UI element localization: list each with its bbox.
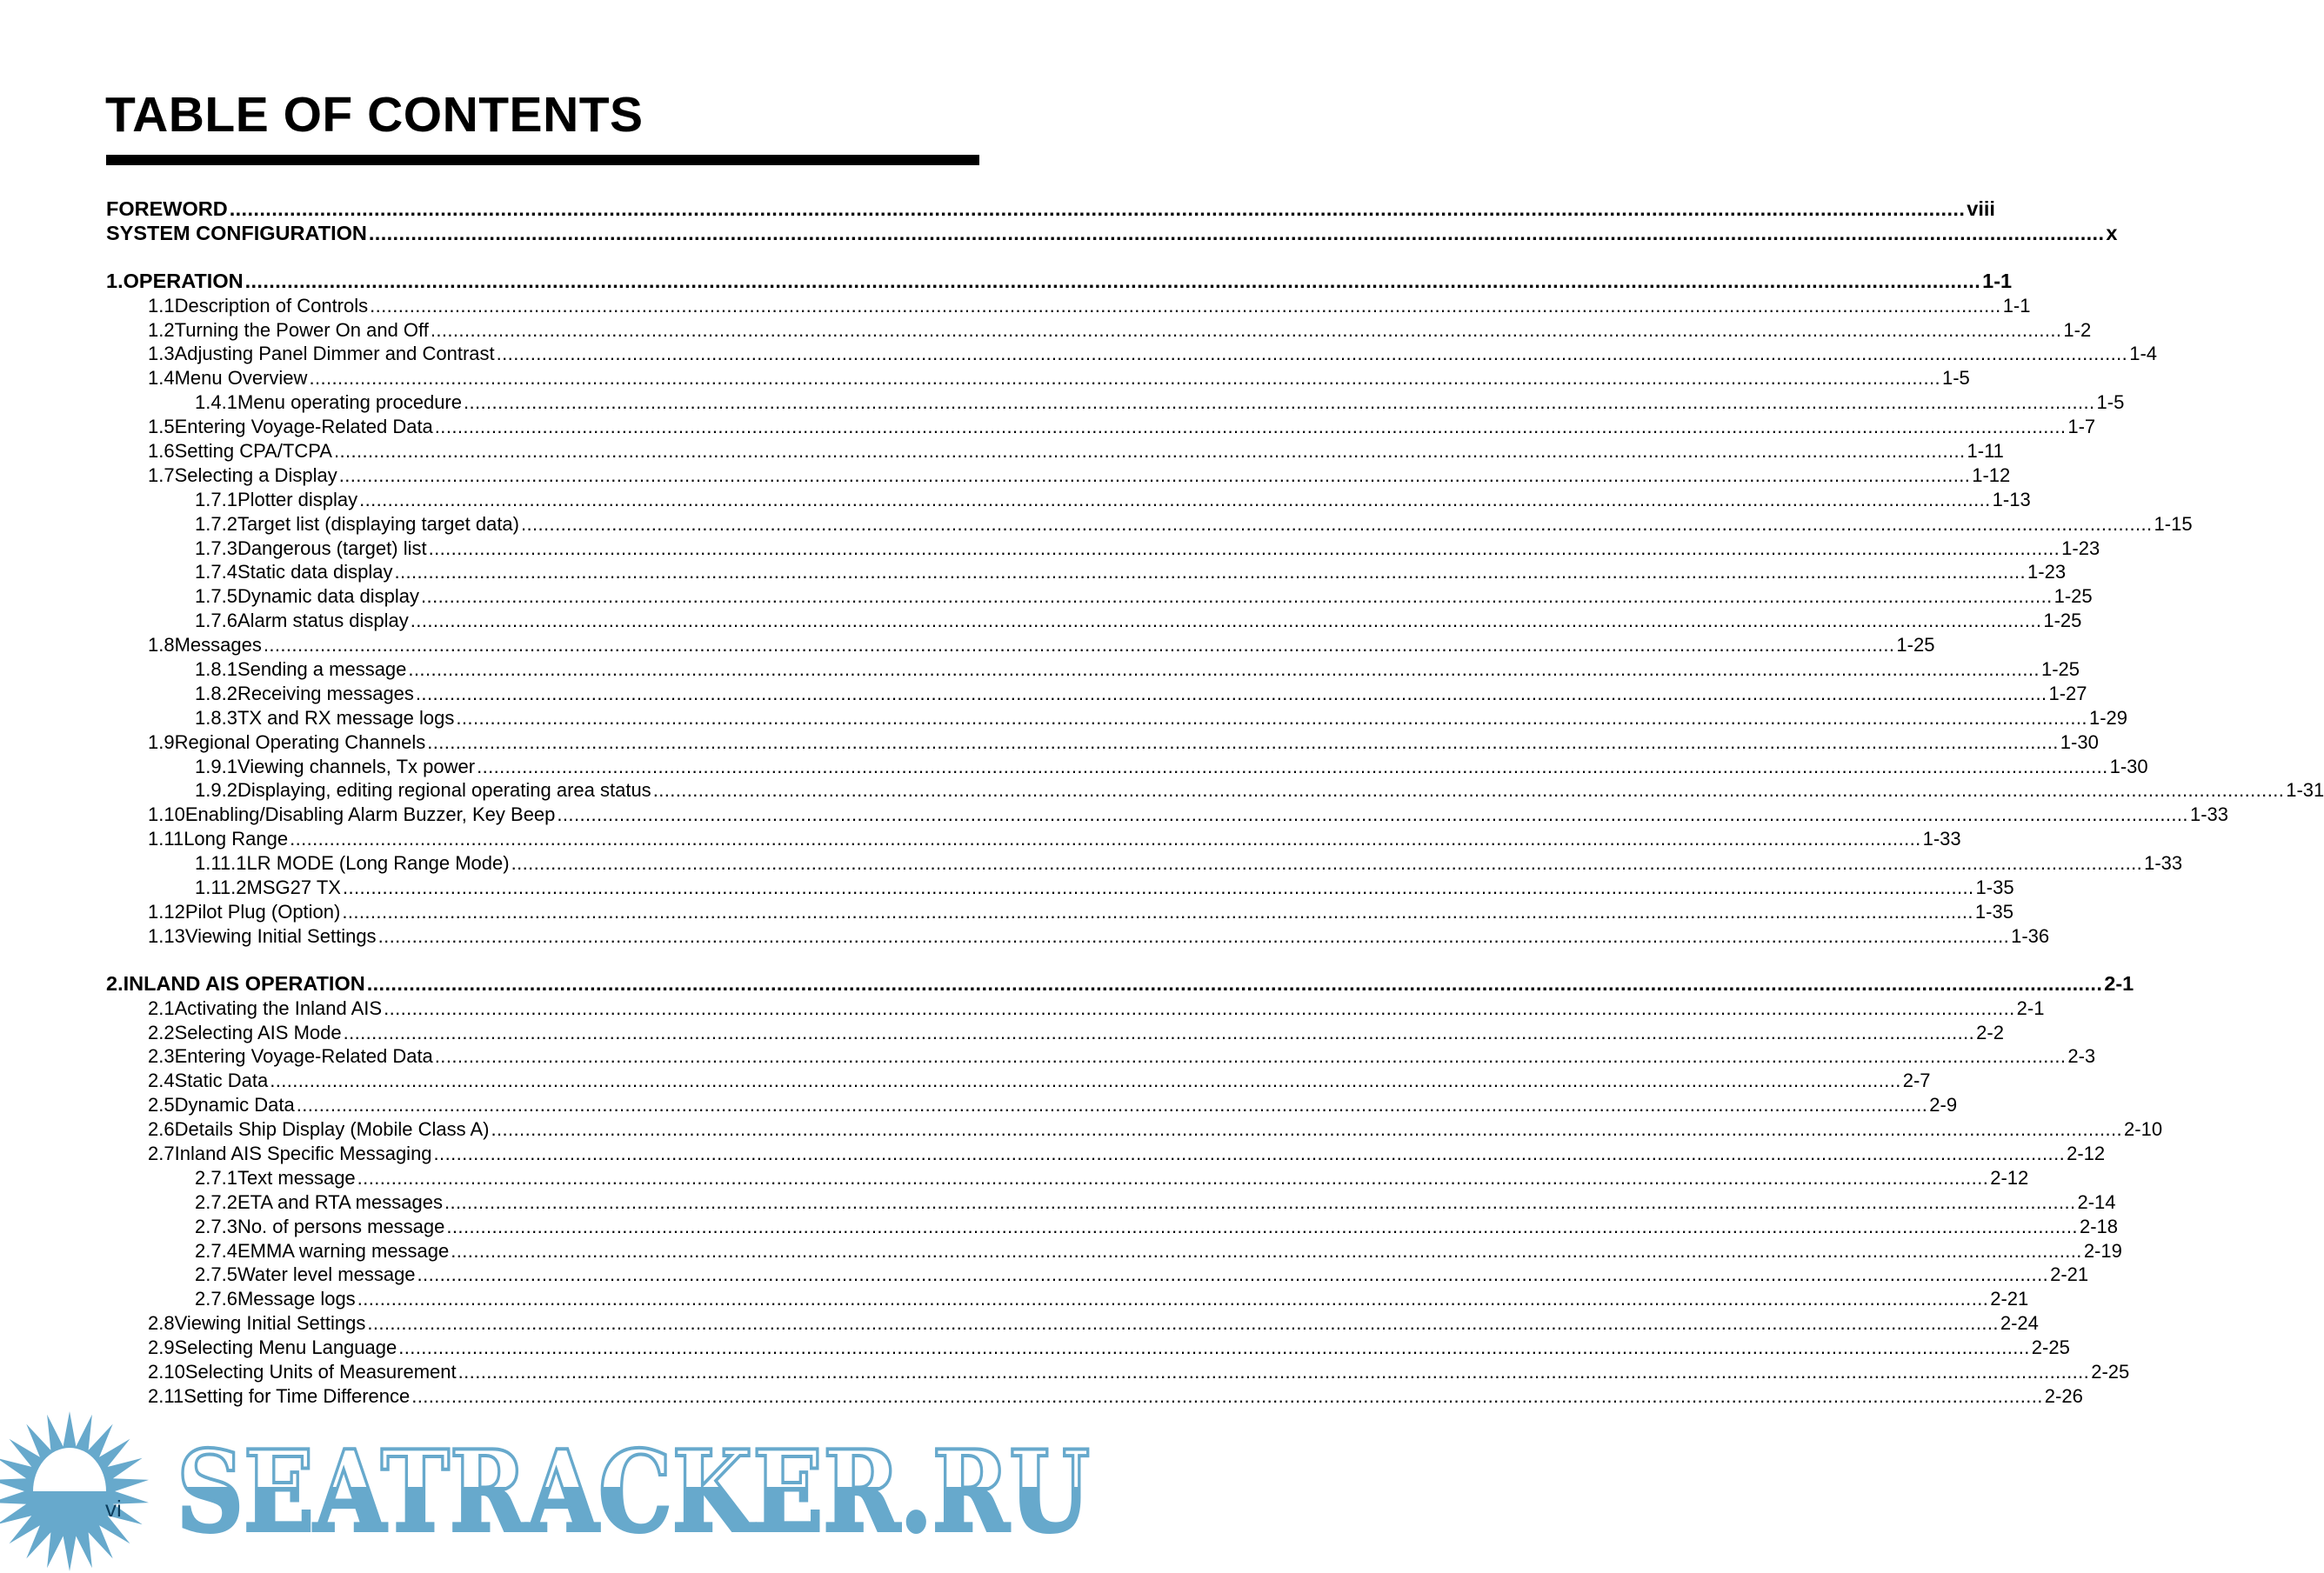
dot-leader [384, 996, 2015, 1021]
dot-leader [435, 1044, 2067, 1069]
toc-entry-number: 2.7.5 [195, 1263, 237, 1286]
toc-entry-number: 1.7.4 [195, 561, 237, 583]
dot-leader [290, 827, 1921, 851]
toc-entry-number: 1.12 [148, 900, 185, 923]
toc-entry-page: 1-1 [2002, 294, 2031, 317]
toc-entry-page: 2-10 [2124, 1118, 2163, 1141]
toc-entry[interactable] [106, 971, 2134, 996]
toc-entry[interactable] [106, 221, 2118, 246]
toc-entry[interactable] [106, 1069, 1931, 1093]
dot-leader [411, 609, 2042, 633]
dot-leader [359, 488, 1991, 512]
toc-entry-title: Water level message [237, 1263, 416, 1286]
toc-entry[interactable] [106, 1239, 2122, 1263]
toc-entry[interactable] [106, 1384, 2083, 1409]
toc-entry-page: 1-36 [2011, 924, 2050, 947]
dot-leader [264, 633, 1895, 657]
dot-leader [270, 1069, 1901, 1093]
toc-entry-title: SYSTEM CONFIGURATION [106, 221, 367, 244]
toc-entry-title: Activating the Inland AIS [174, 996, 383, 1019]
toc-entry-title: Target list (displaying target data) [237, 512, 519, 535]
toc-entry[interactable] [106, 1021, 2004, 1045]
toc-entry-page: 2-21 [1990, 1288, 2029, 1310]
dot-leader [451, 1239, 2082, 1263]
toc-entry-page: 2-25 [2091, 1360, 2130, 1383]
toc-entry-page: 1-33 [2144, 852, 2183, 875]
toc-list [106, 197, 2324, 1409]
page-number: vi [105, 1496, 122, 1522]
toc-entry[interactable] [106, 512, 2193, 537]
toc-entry[interactable] [106, 463, 2011, 488]
seatracker-watermark [0, 1409, 1112, 1573]
toc-entry-title: Entering Voyage-Related Data [174, 416, 433, 438]
page-title: TABLE OF CONTENTS [105, 87, 644, 143]
dot-leader [357, 1287, 1989, 1311]
dot-leader [344, 1021, 1975, 1045]
toc-entry-title: Dynamic Data [174, 1094, 295, 1116]
toc-entry-number: 2.7.2 [195, 1190, 237, 1213]
toc-entry-title: Selecting Units of Measurement [184, 1360, 457, 1383]
toc-entry-page: 1-30 [2109, 755, 2148, 777]
toc-entry[interactable] [106, 294, 2031, 318]
toc-entry-title: Menu Overview [174, 367, 308, 390]
toc-entry-page: 1-11 [1967, 440, 2004, 463]
toc-entry-page: 2-1 [2016, 996, 2045, 1019]
toc-entry-number: 2.7.6 [195, 1288, 237, 1310]
toc-entry-title: Plotter display [237, 488, 358, 510]
toc-entry-page: 1-5 [2096, 391, 2125, 414]
toc-entry[interactable] [106, 269, 2013, 294]
toc-entry-page: 2-12 [2067, 1142, 2106, 1164]
toc-entry[interactable] [106, 560, 2067, 584]
toc-entry[interactable] [106, 876, 2014, 900]
toc-entry-title: No. of persons message [237, 1215, 445, 1237]
toc-entry-page: 2-18 [2079, 1215, 2118, 1237]
toc-entry-number: 1.9.1 [195, 755, 237, 777]
toc-entry[interactable] [106, 682, 2087, 706]
toc-entry-page: 1-23 [2027, 561, 2067, 583]
toc-entry[interactable] [106, 1287, 2029, 1311]
toc-entry-number: 1.9 [148, 730, 175, 753]
toc-entry-title: Viewing channels, Tx power [237, 755, 476, 777]
toc-entry-title: Setting for Time Difference [184, 1384, 411, 1407]
dot-leader [398, 1336, 2030, 1360]
dot-leader [491, 1117, 2123, 1142]
toc-entry-page: 1-13 [1992, 488, 2031, 510]
toc-entry-page: 1-35 [1974, 900, 2013, 923]
title-rule [106, 155, 979, 165]
toc-entry-number: 1.13 [148, 924, 185, 947]
toc-entry-number: 2.3 [148, 1045, 175, 1068]
toc-entry-title: Pilot Plug (Option) [184, 900, 341, 923]
toc-entry[interactable] [106, 318, 2092, 343]
toc-entry-title: Sending a message [237, 658, 407, 681]
toc-entry-title: Menu operating procedure [237, 391, 462, 414]
toc-entry-title: Description of Controls [174, 294, 369, 317]
toc-entry-title: Displaying, editing regional operating area status [237, 779, 651, 802]
toc-entry-page: 1-33 [1922, 828, 1961, 850]
toc-entry-title: Receiving messages [237, 682, 414, 704]
toc-entry[interactable] [106, 1093, 1958, 1117]
toc-entry-page: 2-26 [2044, 1384, 2083, 1407]
toc-entry-page: 1-5 [1941, 367, 1970, 390]
toc-entry-page: 2-3 [2067, 1045, 2096, 1068]
dot-leader [245, 270, 1981, 294]
dot-leader [370, 294, 2001, 318]
toc-entry-number: 1.7 [148, 463, 175, 486]
dot-leader [429, 537, 2060, 561]
toc-entry-page: 2-9 [1929, 1094, 1958, 1116]
toc-entry-title: Selecting a Display [174, 463, 337, 486]
toc-entry[interactable] [106, 342, 2157, 366]
toc-entry[interactable] [106, 706, 2127, 730]
dot-leader [339, 463, 1971, 488]
toc-entry-title: ETA and RTA messages [237, 1190, 443, 1213]
toc-entry-title: INLAND AIS OPERATION [123, 971, 365, 995]
toc-entry[interactable] [106, 1166, 2029, 1190]
toc-entry[interactable] [106, 390, 2125, 415]
toc-entry-number: 2.7.3 [195, 1215, 237, 1237]
toc-entry-number: 2.7.4 [195, 1239, 237, 1262]
toc-entry-page: 1-23 [2061, 537, 2100, 559]
toc-entry-title: Text message [237, 1166, 356, 1189]
toc-entry-title: Alarm status display [237, 610, 409, 632]
toc-entry[interactable] [106, 1336, 2070, 1360]
toc-entry-number: 1.4 [148, 367, 175, 390]
toc-entry[interactable] [106, 803, 2228, 827]
toc-entry-title: MSG27 TX [246, 876, 341, 899]
toc-entry-title: OPERATION [123, 269, 244, 292]
toc-entry[interactable] [106, 609, 2082, 633]
toc-entry-number: 1.7.6 [195, 610, 237, 632]
toc-entry-number: 2.9 [148, 1336, 175, 1359]
toc-entry-title: FOREWORD [106, 197, 228, 220]
toc-entry-title: Dynamic data display [237, 585, 420, 608]
toc-entry[interactable] [106, 924, 2050, 949]
toc-entry-page: 1-4 [2129, 343, 2157, 365]
toc-entry-page: 1-31 [2286, 779, 2324, 802]
toc-entry-page: x [2106, 221, 2118, 244]
dot-leader [230, 197, 1966, 222]
toc-entry[interactable] [106, 1044, 2096, 1069]
dot-leader [417, 1263, 2049, 1287]
dot-leader [431, 318, 2062, 343]
dot-leader [343, 876, 1974, 900]
toc-entry-title: Selecting AIS Mode [174, 1021, 342, 1043]
toc-entry-page: 1-25 [1896, 634, 1935, 657]
dot-leader [511, 851, 2143, 876]
toc-entry[interactable] [106, 1142, 2106, 1166]
toc-entry-number: 1.9.2 [195, 779, 237, 802]
toc-entry-number: 1.11.1 [195, 852, 247, 875]
toc-entry-title: Viewing Initial Settings [184, 924, 377, 947]
dot-leader [464, 390, 2095, 415]
toc-entry[interactable] [106, 851, 2183, 876]
dot-leader [427, 730, 2059, 755]
toc-entry-page: 2-14 [2077, 1190, 2116, 1213]
toc-entry-number: 2. [106, 971, 124, 995]
toc-entry-number: 1.2 [148, 318, 175, 341]
toc-entry[interactable] [106, 730, 2099, 755]
toc-entry-page: 2-1 [2104, 971, 2134, 995]
toc-entry-title: Enabling/Disabling Alarm Buzzer, Key Beep [184, 803, 556, 826]
toc-entry-number: 2.8 [148, 1312, 175, 1335]
toc-entry-number: 1.11.2 [195, 876, 247, 899]
toc-entry-number: 2.1 [148, 996, 175, 1019]
dot-leader [477, 755, 2108, 779]
watermark-text: SEATRACKER.RU [177, 1427, 1090, 1557]
toc-entry-number: 1.4.1 [195, 391, 237, 414]
toc-entry-number: 1.8.1 [195, 658, 237, 681]
toc-entry-page: 1-25 [2043, 610, 2082, 632]
toc-entry-number: 1.8 [148, 634, 175, 657]
toc-entry-title: Setting CPA/TCPA [174, 440, 332, 463]
toc-entry-number: 1.7.3 [195, 537, 237, 559]
dot-leader [367, 1311, 1999, 1336]
toc-entry-page: 1-15 [2154, 512, 2193, 535]
toc-entry-title: LR MODE (Long Range Mode) [246, 852, 510, 875]
toc-entry-title: Messages [174, 634, 262, 657]
toc-entry-title: Dangerous (target) list [237, 537, 427, 559]
toc-entry-page: 1-25 [2054, 585, 2093, 608]
toc-entry[interactable] [106, 996, 2045, 1021]
toc-entry-page: 1-35 [1975, 876, 2014, 899]
toc-entry[interactable] [106, 1117, 2163, 1142]
dot-leader [309, 366, 1940, 390]
toc-entry-page: 1-29 [2088, 706, 2127, 729]
toc-entry-number: 1. [106, 269, 124, 292]
toc-entry-title: Entering Voyage-Related Data [174, 1045, 433, 1068]
toc-entry-page: 1-2 [2063, 318, 2092, 341]
toc-entry-page: 2-7 [1902, 1070, 1931, 1092]
dot-leader [456, 706, 2087, 730]
toc-entry[interactable] [106, 1190, 2116, 1215]
toc-entry-title: Turning the Power On and Off [174, 318, 429, 341]
toc-entry[interactable] [106, 755, 2148, 779]
toc-entry-number: 1.1 [148, 294, 175, 317]
toc-entry-title: Inland AIS Specific Messaging [174, 1142, 432, 1164]
dot-leader [444, 1190, 2076, 1215]
toc-entry-title: Viewing Initial Settings [174, 1312, 366, 1335]
toc-entry[interactable] [106, 657, 2080, 682]
toc-entry-number: 1.7.5 [195, 585, 237, 608]
dot-leader [434, 1142, 2066, 1166]
dot-leader [653, 778, 2285, 803]
dot-leader [497, 342, 2128, 366]
dot-leader [367, 972, 2103, 996]
toc-entry-title: Adjusting Panel Dimmer and Contrast [174, 343, 495, 365]
toc-entry-page: 2-24 [2000, 1312, 2039, 1335]
toc-entry-page: 2-12 [1990, 1166, 2029, 1189]
toc-entry-title: Details Ship Display (Mobile Class A) [174, 1118, 490, 1141]
toc-entry[interactable] [106, 415, 2096, 439]
toc-entry[interactable] [106, 1360, 2130, 1384]
dot-leader [458, 1360, 2090, 1384]
toc-entry-title: EMMA warning message [237, 1239, 450, 1262]
toc-entry[interactable] [106, 1263, 2089, 1287]
dot-leader [342, 900, 1973, 924]
dot-leader [416, 682, 2047, 706]
toc-entry-page: 2-19 [2083, 1239, 2122, 1262]
toc-entry-number: 1.8.2 [195, 682, 237, 704]
toc-entry-page: 1-33 [2189, 803, 2228, 826]
toc-entry-page: 1-25 [2040, 658, 2080, 681]
toc-entry-title: Regional Operating Channels [174, 730, 426, 753]
toc-entry-page: 2-25 [2031, 1336, 2070, 1359]
toc-entry-number: 1.7.1 [195, 488, 237, 510]
dot-leader [421, 584, 2053, 609]
toc-entry-number: 2.11 [148, 1384, 184, 1407]
toc-entry-page: 1-1 [1982, 269, 2013, 292]
toc-entry-number: 1.10 [148, 803, 185, 826]
toc-entry[interactable] [106, 633, 1935, 657]
toc-entry-number: 1.7.2 [195, 512, 237, 535]
toc-entry[interactable] [106, 584, 2093, 609]
dot-leader [334, 439, 1966, 463]
toc-entry-page: 1-27 [2048, 682, 2087, 704]
toc-entry-number: 2.4 [148, 1070, 175, 1092]
toc-entry[interactable] [106, 488, 2031, 512]
toc-entry-number: 2.2 [148, 1021, 175, 1043]
toc-entry-page: 1-7 [2067, 416, 2096, 438]
toc-entry-number: 2.7.1 [195, 1166, 237, 1189]
dot-leader [446, 1215, 2078, 1239]
toc-entry-page: viii [1967, 197, 1995, 220]
dot-leader [394, 560, 2026, 584]
toc-entry-title: Static Data [174, 1070, 269, 1092]
toc-entry-number: 1.6 [148, 440, 175, 463]
toc-entry-number: 1.8.3 [195, 706, 237, 729]
toc-entry-number: 1.3 [148, 343, 175, 365]
toc-entry-page: 1-12 [1972, 463, 2011, 486]
dot-leader [378, 924, 2010, 949]
toc-entry-title: TX and RX message logs [237, 706, 455, 729]
dot-leader [521, 512, 2153, 537]
toc-entry-title: Message logs [237, 1288, 356, 1310]
dot-leader [369, 222, 2105, 246]
toc-entry[interactable] [106, 827, 1961, 851]
toc-entry-number: 2.10 [148, 1360, 185, 1383]
toc-entry-title: Long Range [184, 828, 289, 850]
toc-entry-page: 1-30 [2060, 730, 2099, 753]
toc-entry-title: Static data display [237, 561, 393, 583]
dot-leader [557, 803, 2188, 827]
toc-entry-number: 2.5 [148, 1094, 175, 1116]
toc-entry-number: 2.6 [148, 1118, 175, 1141]
toc-entry[interactable] [106, 197, 1995, 222]
toc-entry-page: 2-2 [1976, 1021, 2004, 1043]
toc-entry-title: Selecting Menu Language [174, 1336, 397, 1359]
toc-entry-number: 2.7 [148, 1142, 175, 1164]
toc-entry[interactable] [106, 366, 1970, 390]
dot-leader [411, 1384, 2043, 1409]
toc-entry-number: 1.11 [148, 828, 184, 850]
dot-leader [408, 657, 2040, 682]
toc-entry[interactable] [106, 439, 2004, 463]
dot-leader [357, 1166, 1989, 1190]
toc-entry[interactable] [106, 778, 2324, 803]
toc-entry[interactable] [106, 537, 2100, 561]
toc-entry-page: 2-21 [2050, 1263, 2089, 1286]
dot-leader [435, 415, 2067, 439]
toc-entry[interactable] [106, 1215, 2118, 1239]
dot-leader [297, 1093, 1928, 1117]
toc-entry[interactable] [106, 1311, 2039, 1336]
toc-entry-number: 1.5 [148, 416, 175, 438]
toc-entry[interactable] [106, 900, 2013, 924]
